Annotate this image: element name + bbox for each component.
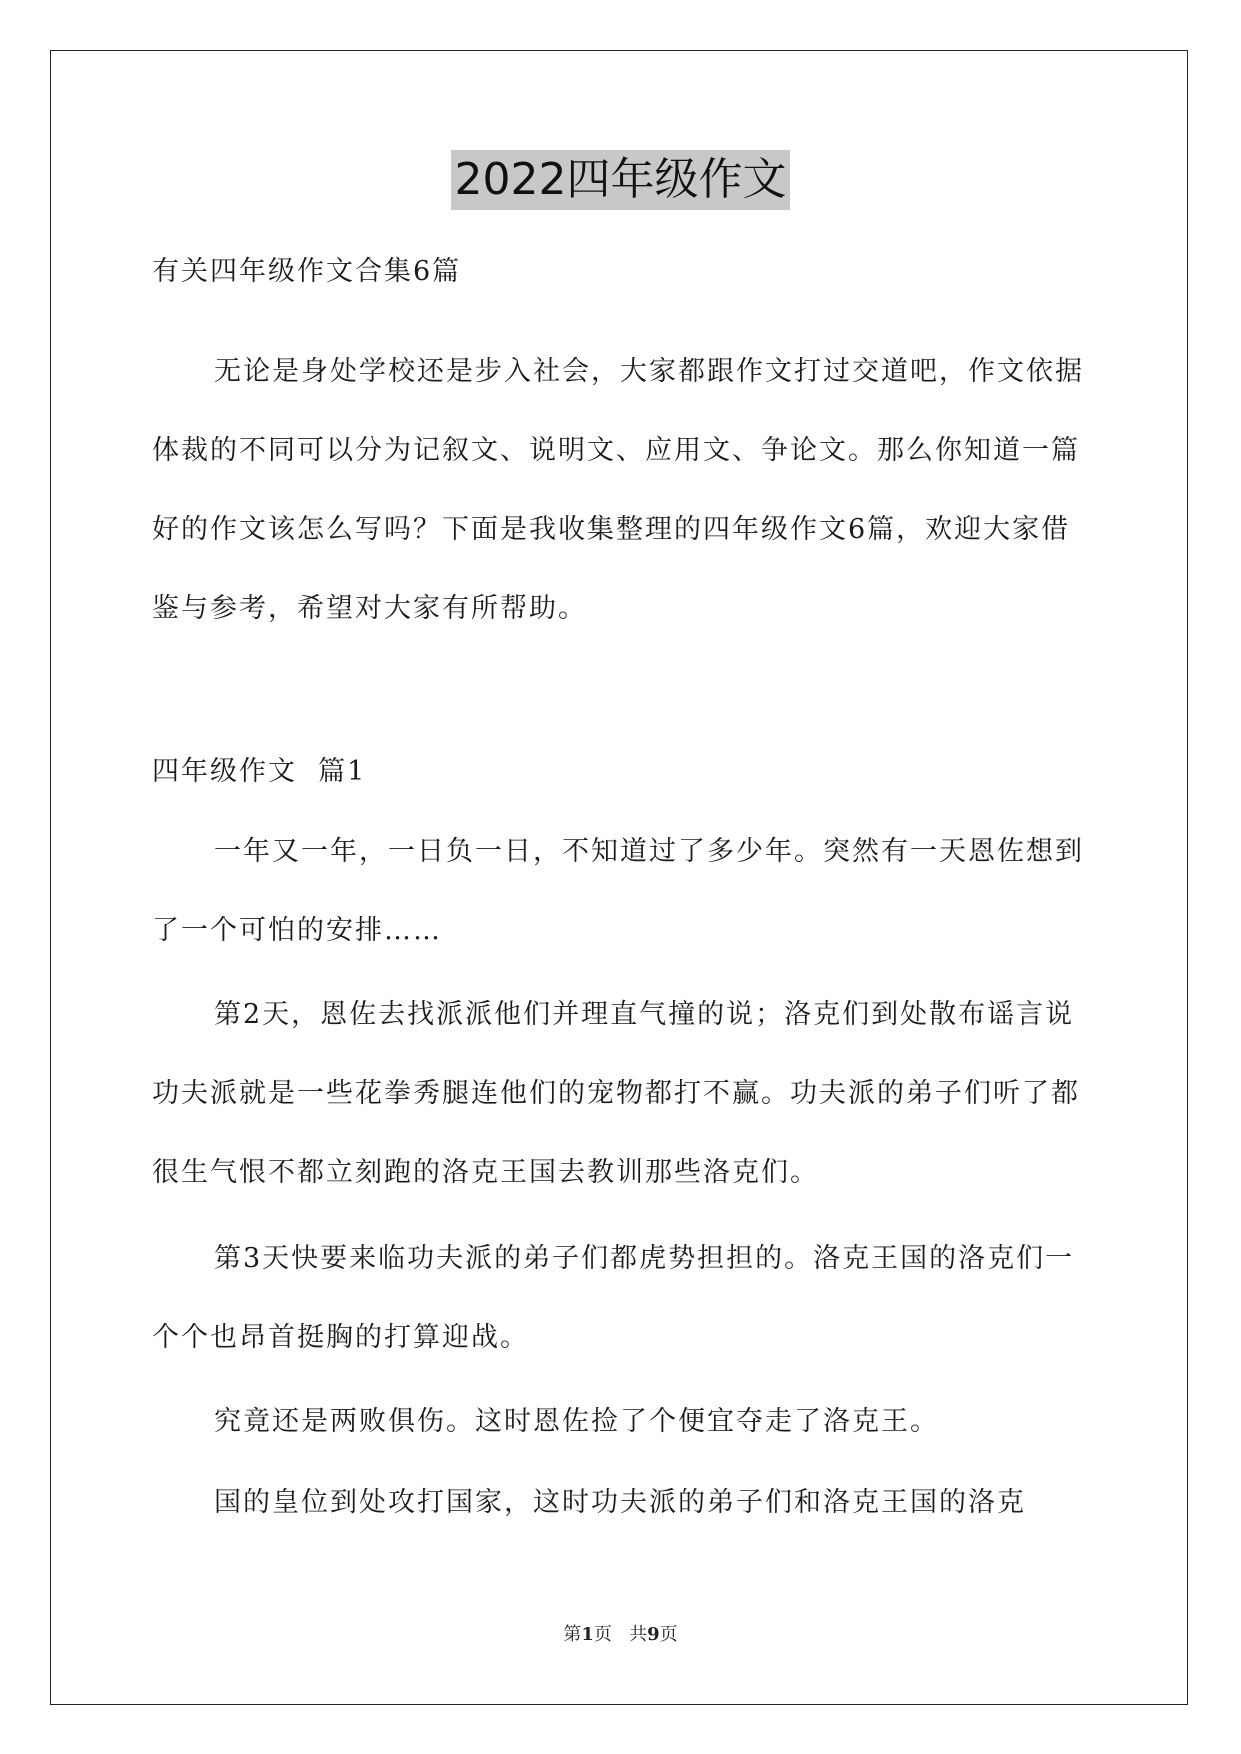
body-paragraph: 第3天快要来临功夫派的弟子们都虎势担担的。洛克王国的洛克们一个个也昂首挺胸的打算迎战。 [152,1243,1075,1353]
footer-prefix: 第 [563,1624,582,1645]
body-paragraph: 究竟还是两败俱伤。这时恩佐捡了个便宜夺走了洛克王。 [214,1406,939,1437]
footer-total-pages: 9 [647,1624,660,1645]
title-container [0,150,1241,210]
document-title: 2022四年级作文 [451,150,791,210]
body-paragraph: 国的皇位到处攻打国家，这时功夫派的弟子们和洛克王国的洛克 [214,1487,1026,1518]
body-paragraph: 第2天，恩佐去找派派他们并理直气撞的说；洛克们到处散布谣言说功夫派就是一些花拳秀腿连他们的宠物都打不赢。功夫派的弟子们听了都很生气恨不都立刻跑的洛克王国去教训那些洛克们。 [152,999,1080,1188]
body-paragraph: 一年又一年，一日负一日，不知道过了多少年。突然有一天恩佐想到了一个可怕的安排…… [152,836,1084,946]
intro-paragraph: 无论是身处学校还是步入社会，大家都跟作文打过交道吧，作文依据体裁的不同可以分为记叙文、说明文、应用文、争论文。那么你知道一篇好的作文该怎么写吗？下面是我收集整理的四年级作文6篇，欢迎大家借鉴与参考，希望对大家有所帮助。 [152,356,1084,624]
page-footer [0,1620,1241,1646]
footer-current-page: 1 [581,1624,594,1645]
footer-mid: 页 共 [593,1624,648,1645]
document-subtitle: 有关四年级作文合集6篇 [152,256,462,287]
footer-suffix: 页 [659,1624,678,1645]
section-heading: 四年级作文 篇1 [152,756,367,787]
